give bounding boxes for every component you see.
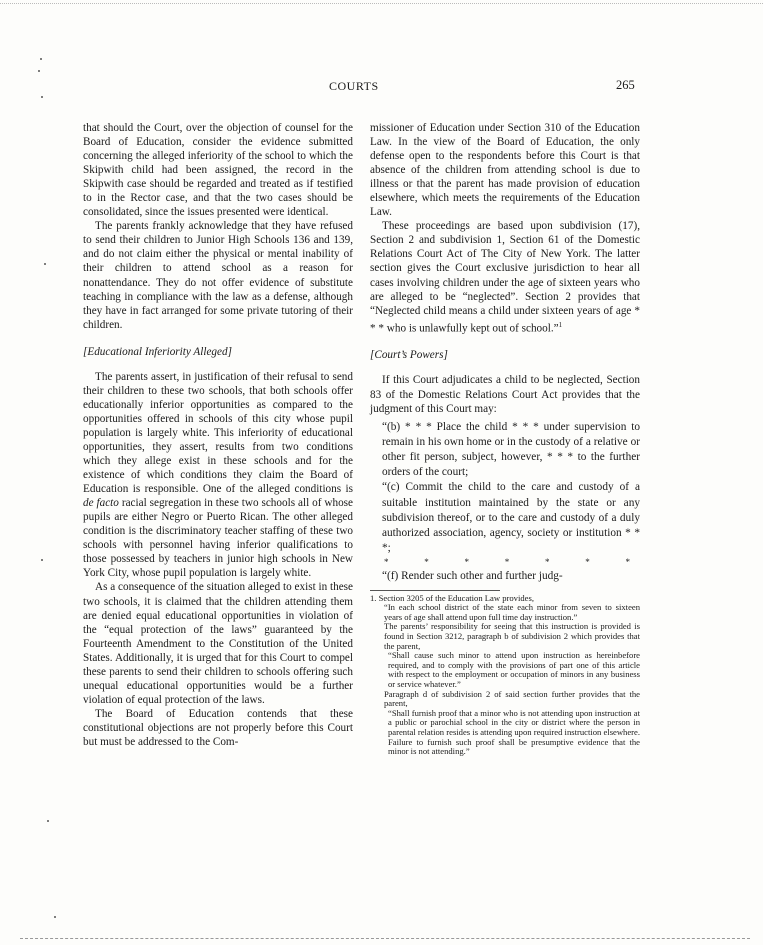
footnote-line: The parents’ responsibility for seeing that this instruction is provided is found in Section 3212, paragraph b of subdivision 2 which provides that the parent, (384, 621, 640, 651)
footnote-ref: 1 (558, 320, 563, 329)
asterisk: * (585, 557, 590, 568)
scan-speck (54, 916, 56, 918)
left-column (83, 121, 353, 749)
asterisk: * (424, 557, 429, 568)
paragraph: If this Court adjudicates a child to be neglected, Section 83 of the Domestic Relations Court Act provides that the judgment of this Court may: (370, 374, 640, 415)
footnote-line: Paragraph d of subdivision 2 of said section further provides that the parent, (384, 688, 640, 709)
quote-clause-c: “(c) Commit the child to the care and custody of a suitable institution maintained by the state or any subdivision thereof, or to the care and custody of a duly authorized association, agency, society or institution * * *; (382, 481, 640, 555)
bottom-scan-edge (20, 938, 750, 939)
top-scan-edge (0, 3, 763, 4)
scan-speck (38, 70, 40, 72)
running-head: COURTS (329, 79, 379, 93)
paragraph-text: The parents assert, in justification of their refusal to send their children to these two schools, that both schools offer educationally inferior opportunities as compared to the opportunities offered in schools of this city whose pupil population is largely white. This inferiority of educational opportunities, they assert, results from two conditions which they allege exist in these schools and for the existence of which conditions they claim the Board of Education is responsible. One of the alleged conditions is (83, 370, 353, 496)
section-heading: [Educational Inferiority Alleged] (83, 345, 232, 358)
scan-speck (40, 58, 42, 60)
asterisk: * (464, 557, 469, 568)
paragraph: The parents frankly acknowledge that they have refused to send their children to Junior High Schools 136 and 139, and do not claim either the physical or mental inability of their children to attend school as a reason for nonattendance. They do not offer evidence of substitute teaching in compliance with the law as a defense, although they have in fact arranged for some private tutoring of their children. (83, 220, 353, 331)
ellipsis-asterisks (384, 556, 640, 569)
footnote-line: 1. Section 3205 of the Education Law provides, (370, 592, 534, 603)
italic-term: de facto (83, 497, 119, 510)
footnote-line: “Shall furnish proof that a minor who is not attending upon instruction at a public or parochial school in the city or district where the person in parental relation resides is attending upon required instruction elsewhere. Failure to furnish such proof shall be presumptive evidence that the minor is not attending.” (388, 707, 640, 757)
paragraph-text: racial segregation in these two schools all of whose pupils are either Negro or Puerto Rican. The other alleged condition is the discriminatory teacher staffing of these two schools with personnel having inferior qualifications to those possessed by teachers in junior high schools in New York City, whose pupil population is largely white. (83, 497, 353, 580)
right-column (370, 121, 640, 757)
paragraph: The Board of Education contends that these constitutional objections are not properly before this Court but must be addressed to the Com- (83, 707, 353, 748)
asterisk: * (625, 557, 630, 568)
asterisk: * (504, 557, 510, 568)
quote-clause-b: “(b) * * * Place the child * * * under supervision to remain in his own home or in the custody of a relative or other fit person, subject, however, * * * to the further orders of the court; (382, 420, 640, 479)
quote-clause-f: “(f) Render such other and further judg- (382, 570, 563, 583)
page-number: 265 (616, 78, 635, 92)
scan-speck (47, 820, 49, 822)
scan-speck (41, 96, 43, 98)
paragraph: that should the Court, over the objection of counsel for the Board of Education, consider the evidence submitted concerning the alleged inferiority of the school to which the Skipwith child had been assigned, the record in the Skipwith case should be regarded and treated as if testified to in the Rector case, and that the two cases should be consolidated, since the issues presented were identical. (83, 122, 353, 219)
asterisk: * (545, 557, 550, 568)
footnote-line: “In each school district of the state each minor from seven to sixteen years of age shall attend upon full time day instruction.” (384, 602, 640, 622)
scan-speck (44, 263, 46, 265)
footnote-line: “Shall cause such minor to attend upon instruction as hereinbefore required, and to comply with the provisions of part one of this article with respect to the employment or occupation of minors in any business or service whatever.” (388, 650, 640, 689)
paragraph (370, 219, 640, 335)
paragraph: missioner of Education under Section 310 of the Education Law. In the view of the Board of Education, the only defense open to the respondents before this Court is that absence of the children from attending school is due to illness or that the parent has made provision of education elsewhere, which meets the requirements of the Education Law. (370, 122, 640, 219)
paragraph-text: These proceedings are based upon subdivision (17), Section 2 and subdivision 1, Section 61 of the Domestic Relations Court Act of The City of New York. The latter section gives the Court exclusive jurisdiction to hear all cases involving children under the age of sixteen years who are alleged to be “neglected”. Section 2 provides that “Neglected child means a child under sixteen years of age * * * who is unlawfully kept out of school.” (370, 220, 640, 335)
section-heading: [Court’s Powers] (370, 349, 448, 362)
asterisk: * (384, 557, 389, 568)
paragraph: As a consequence of the situation alleged to exist in these two schools, it is claimed that the children attending them are denied equal educational opportunities in violation of the “equal protection of the laws” guaranteed by the Fourteenth Amendment to the Constitution of the United States. Additionally, it is urged that for this Court to compel these parents to send their children to schools offering such unequal educational opportunities would be a further violation of equal protection of the laws. (83, 581, 353, 706)
paragraph (83, 370, 353, 581)
footnote-rule (370, 590, 500, 591)
scan-speck (41, 559, 43, 561)
